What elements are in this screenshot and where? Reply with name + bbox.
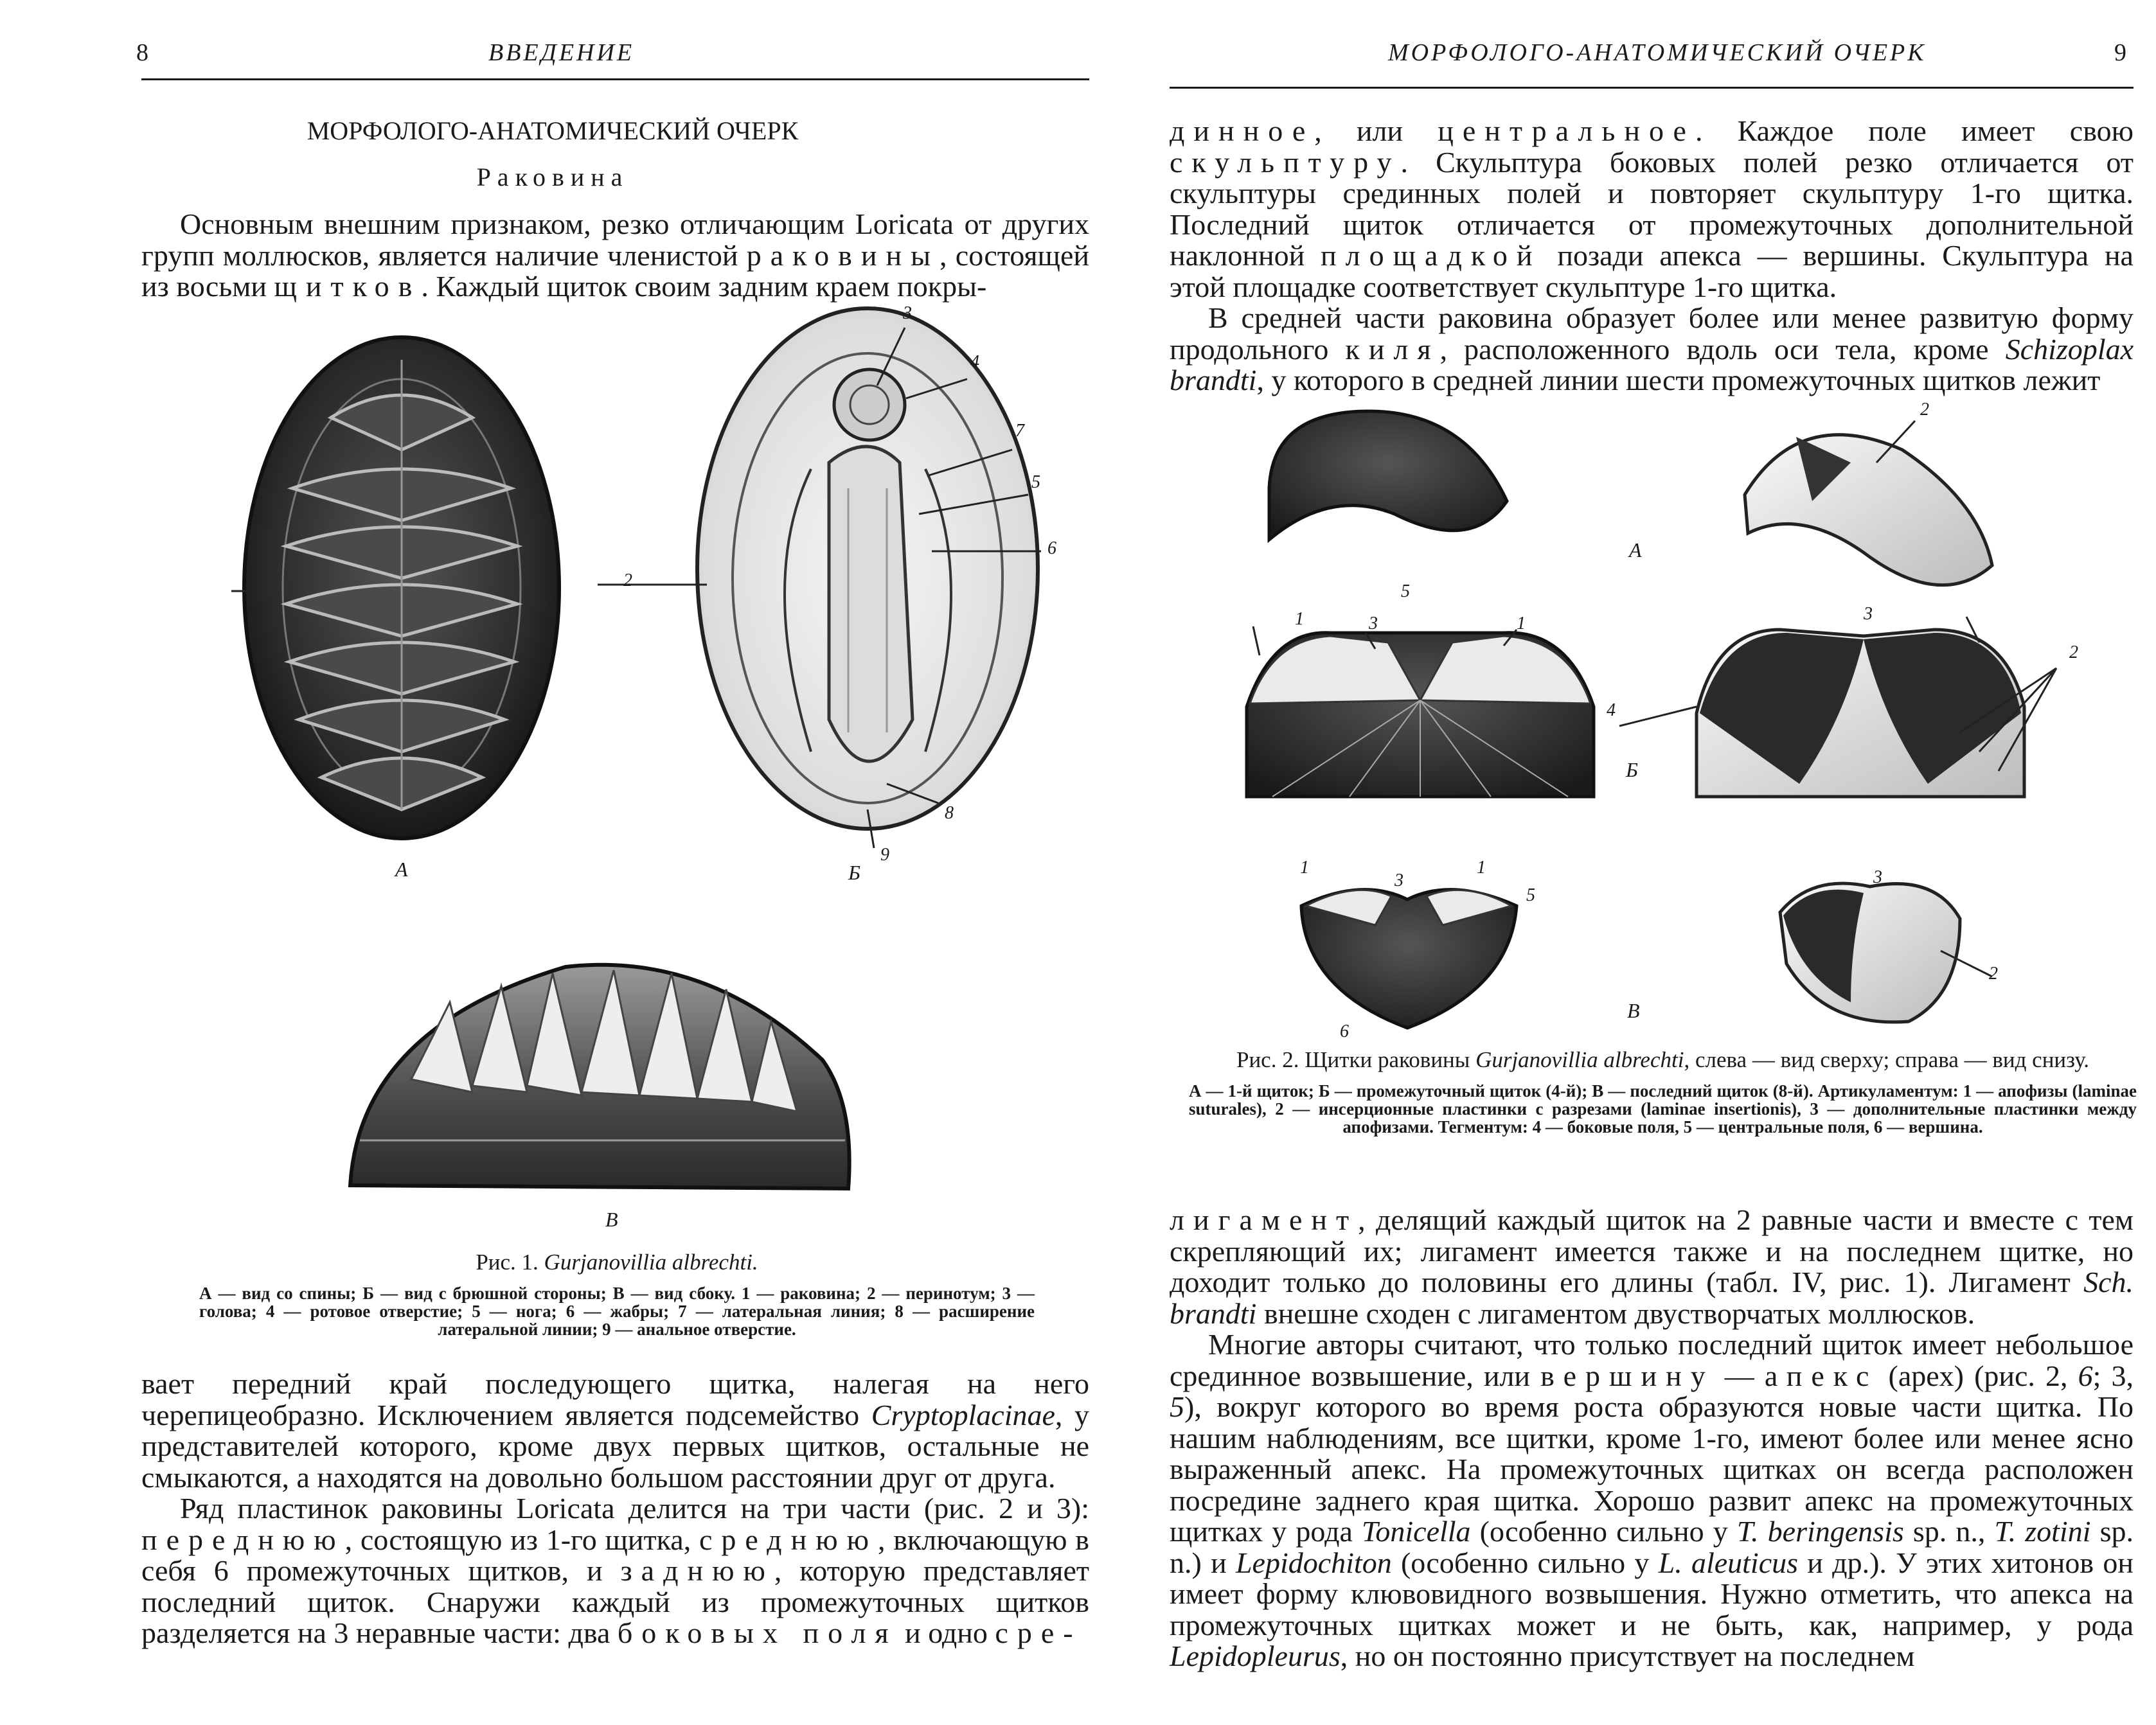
- callout-5: 5: [1526, 885, 1535, 905]
- page-number: 8: [136, 39, 148, 66]
- callout-3: 3: [1369, 614, 1378, 633]
- figure-1: [0, 0, 1105, 1285]
- callout-2: 2: [623, 571, 632, 590]
- figure-label-b: Б: [1626, 758, 1638, 781]
- callout-5: 5: [1401, 581, 1410, 601]
- plate-intermediate-dorsal: [1247, 633, 1594, 797]
- callout-9: 9: [880, 845, 889, 865]
- callout-6: 6: [1340, 1022, 1349, 1041]
- plate-last-ventral: [1780, 883, 1960, 1022]
- figure-caption: Рис. 1. Gurjanovillia albrechti. А — вид со спины; Б — вид с брюшной стороны; В — вид сбоку. 1 — раковина; 2 — перинотум; 3 — голова; 4 — ротовое отверстие; 5 — нога; 6 — жабры; 7 — латеральная линия; 8 — расширение латеральной линии; 9 — анальное отверстие.: [199, 1250, 1035, 1339]
- subsection-title: Раковина: [476, 163, 629, 191]
- callout-7: 7: [1015, 421, 1024, 441]
- chiton-lateral-view: [350, 965, 850, 1189]
- figure-label-v: В: [1627, 999, 1640, 1022]
- figure-label-b: Б: [848, 861, 860, 884]
- callout-2: 2: [2069, 642, 2078, 662]
- callout-2: 2: [1989, 964, 1998, 984]
- figure-label-a: А: [1629, 538, 1642, 562]
- section-title: МОРФОЛОГО-АНАТОМИЧЕСКИЙ ОЧЕРК: [307, 116, 799, 145]
- callout-1: 1: [1517, 614, 1526, 633]
- callout-4: 4: [1607, 700, 1616, 720]
- chiton-dorsal-view: [244, 337, 559, 838]
- paragraph: лигамент, делящий каждый щиток на 2 равные части и вместе с тем скрепляющий их; лигамент имеется также и на последнем щитке, но доходит только до половины его длины (табл. IV, рис. 1). Лигамент Sch. brandti внешне сходен с лигаментом двустворчатых моллюсков. Многие авторы считают, что только последний щиток имеет небольшое срединное возвышение, или вершину — апекс (apex) (рис. 2, 6; 3, 5), вокруг которого во время роста образуются новые части щитка. По нашим наблюдениям, все щитки, кроме 1-го, имеют более или менее ясно выраженный апекс. На промежуточных щитках он всегда расположен посредине заднего края щитка. Хорошо развит апекс на промежуточных щитках у рода Tonicella (особенно сильно у T. beringensis sp. n., T. zotini sp. n.) и Lepidochiton (особенно сильно у L. aleuticus и др.). У этих хитонов он имеет форму клювовидного возвышения. Нужно отметить, что апекса на промежуточных щитках может и не быть, как, например, у рода Lepidopleurus, но он постоянно присутствует на последнем: [1170, 1203, 2134, 1672]
- running-head: МОРФОЛОГО-АНАТОМИЧЕСКИЙ ОЧЕРК: [1388, 39, 1927, 66]
- callout-3: 3: [903, 303, 912, 323]
- figure-label-v: В: [605, 1208, 618, 1231]
- plate-first-ventral: [1745, 435, 1992, 585]
- callout-6: 6: [1047, 538, 1056, 558]
- callout-3: 3: [1873, 867, 1882, 887]
- chiton-ventral-view: [697, 308, 1038, 829]
- figure-legend: А — вид со спины; Б — вид с брюшной стороны; В — вид сбоку. 1 — раковина; 2 — перинотум; 3 — голова; 4 — ротовое отверстие; 5 — нога; 6 — жабры; 7 — латеральная линия; 8 — расширение латеральной линии; 9 — анальное отверстие.: [199, 1284, 1035, 1339]
- paragraph: динное, или центральное. Каждое поле имеет свою скульптуру. Скульптура боковых полей резко отличается от скульптуры срединных полей и повторяет скульптуру 1-го щитка. Последний щиток отличается от промежуточных дополнительной наклонной площадкой позади апекса — вершины. Скульптура на этой площадке соответствует скульптуре 1-го щитка. В средней части раковина образует более или менее развитую форму продольного киля, расположенного вдоль оси тела, кроме Schizoplax brandti, у которого в средней линии шести промежуточных щитков лежит: [1170, 114, 2134, 396]
- page-number: 9: [2114, 39, 2126, 66]
- figure-label-a: А: [395, 858, 408, 881]
- callout-1: 1: [1477, 858, 1486, 878]
- callout-1: 1: [1295, 609, 1304, 629]
- callout-2: 2: [1920, 400, 1929, 420]
- callout-8: 8: [945, 803, 954, 823]
- figure-legend: А — 1-й щиток; Б — промежуточный щиток (4-й); В — последний щиток (8-й). Артикуламентум: 1 — апофизы (laminae suturales), 2 — инсерционные пластинки с разрезами (laminae insertionis), 3 — дополнительные пластинки между апофизами. Тегментум: 4 — боковые поля, 5 — центральные поля, 6 — вершина.: [1189, 1081, 2137, 1137]
- plate-first-dorsal: [1269, 411, 1507, 540]
- figure-caption: Рис. 2. Щитки раковины Gurjanovillia albrechti, слева — вид сверху; справа — вид снизу. А — 1-й щиток; Б — промежуточный щиток (4-й); В — последний щиток (8-й). Артикуламентум: 1 — апофизы (laminae suturales), 2 — инсерционные пластинки с разрезами (laminae insertionis), 3 — дополнительные пластинки между апофизами. Тегментум: 4 — боковые поля, 5 — центральные поля, 6 — вершина.: [1189, 1047, 2137, 1137]
- callout-3: 3: [1864, 604, 1873, 624]
- paragraph: Основным внешним признаком, резко отличающим Loricata от других групп моллюсков, является наличие членистой раковины, состоящей из восьми щитков. Каждый щиток своим задним краем покры-: [141, 208, 1089, 303]
- plate-last-dorsal: [1301, 890, 1517, 1028]
- paragraph: вает передний край последующего щитка, налегая на него черепицеобразно. Исключением является подсемейство Cryptoplacinae, у представителей которого, кроме двух первых щитков, остальные не смыкаются, а находятся на довольно большом расстоянии друг от друга. Ряд пластинок раковины Loricata делится на три части (рис. 2 и 3): переднюю, состоящую из 1-го щитка, среднюю, включающую в себя 6 промежуточных щитков, и заднюю, которую представляет последний щиток. Снаружи каждый из промежуточных щитков разделяется на 3 неравные части: два боковых поля и одно сре-: [141, 1367, 1089, 1649]
- callout-4: 4: [970, 352, 979, 372]
- callout-3: 3: [1394, 871, 1403, 890]
- plate-intermediate-ventral: [1697, 630, 2024, 797]
- callout-1: 1: [1300, 858, 1309, 878]
- right-page: [1105, 0, 2156, 1725]
- callout-5: 5: [1031, 472, 1040, 492]
- running-head: ВВЕДЕНИЕ: [488, 39, 635, 66]
